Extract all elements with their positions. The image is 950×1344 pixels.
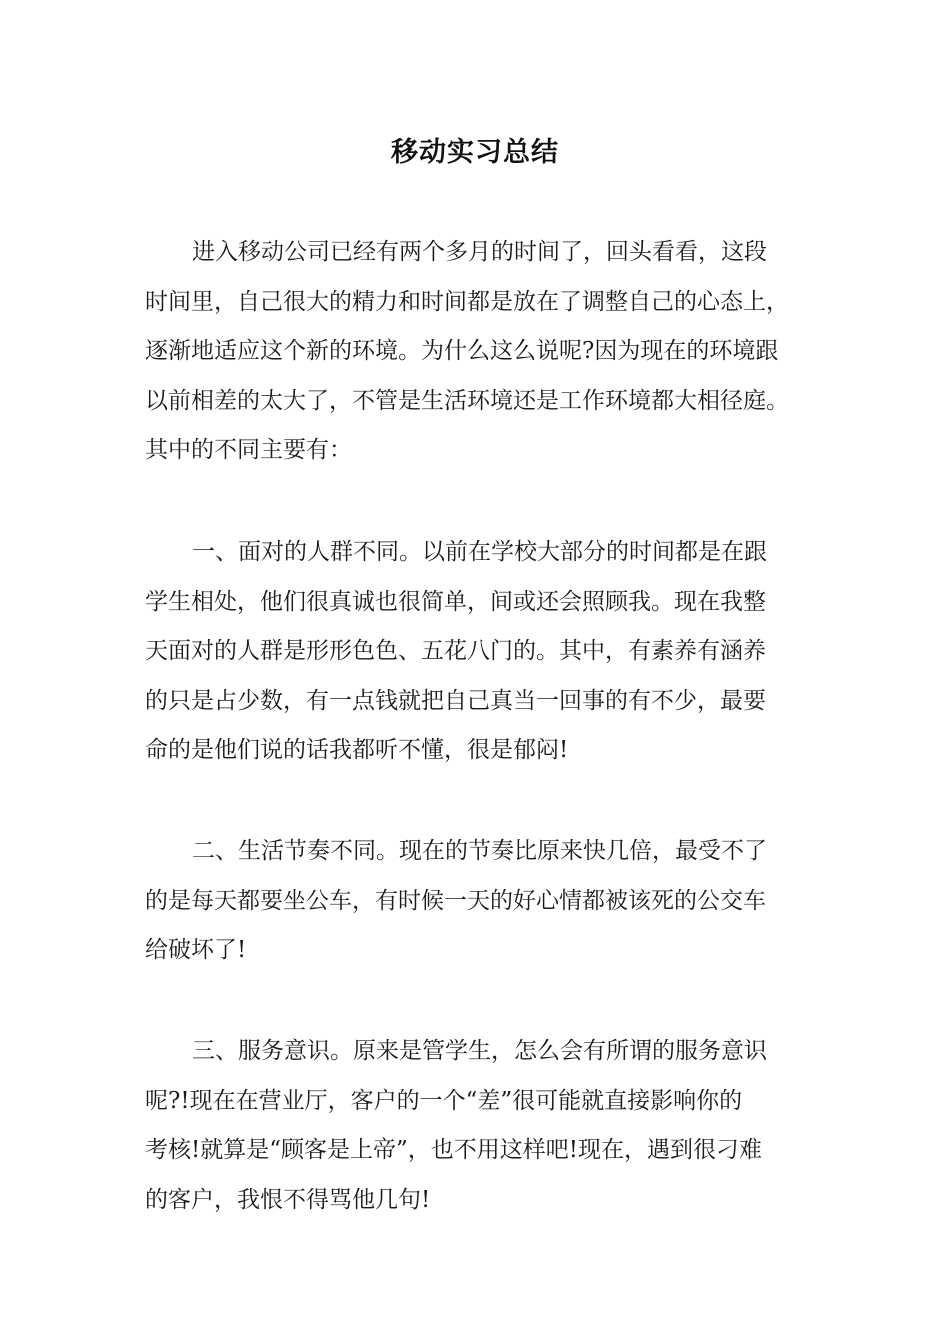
- paragraph-line: 的是每天都要坐公车，有时候一天的好心情都被该死的公交车: [145, 887, 766, 914]
- paragraph-line: 时间里，自己很大的精力和时间都是放在了调整自己的心态上，: [145, 288, 789, 315]
- paragraph-line: 逐渐地适应这个新的环境。为什么这么说呢?因为现在的环境跟: [145, 338, 779, 364]
- paragraph-line: 其中的不同主要有：: [145, 437, 352, 463]
- paragraph-line: 三、服务意识。原来是管学生，怎么会有所谓的服务意识: [192, 1038, 767, 1064]
- document-title: 移动实习总结: [391, 137, 559, 168]
- paragraph-line: 学生相处，他们很真诚也很简单，间或还会照顾我。现在我整: [145, 588, 766, 615]
- paragraph-service: [145, 1027, 835, 1225]
- paragraph-line: 给破坏了!: [145, 937, 247, 963]
- paragraph-line: 天面对的人群是形形色色、五花八门的。其中，有素养有涵养: [145, 638, 766, 664]
- paragraph-line: 的客户，我恨不得骂他几句!: [145, 1186, 431, 1213]
- paragraph-line: 以前相差的太大了，不管是生活环境还是工作环境都大相径庭。: [145, 387, 789, 414]
- paragraph-people: [145, 528, 835, 776]
- paragraph-line: 二、生活节奏不同。现在的节奏比原来快几倍，最受不了: [192, 838, 767, 864]
- paragraph-line: 呢?!现在在营业厅，客户的一个“差”很可能就直接影响你的: [145, 1087, 743, 1114]
- paragraph-line: 命的是他们说的话我都听不懂，很是郁闷!: [145, 737, 569, 763]
- paragraph-line: 的只是占少数，有一点钱就把自己真当一回事的有不少，最要: [145, 687, 766, 714]
- paragraph-intro: [145, 228, 835, 476]
- paragraph-line: 一、面对的人群不同。以前在学校大部分的时间都是在跟: [192, 539, 767, 565]
- paragraph-line: 考核!就算是“顾客是上帝”，也不用这样吧!现在，遇到很刁难: [145, 1137, 763, 1163]
- paragraph-pace: [145, 827, 835, 976]
- paragraph-line: 进入移动公司已经有两个多月的时间了，回头看看，这段: [192, 239, 767, 265]
